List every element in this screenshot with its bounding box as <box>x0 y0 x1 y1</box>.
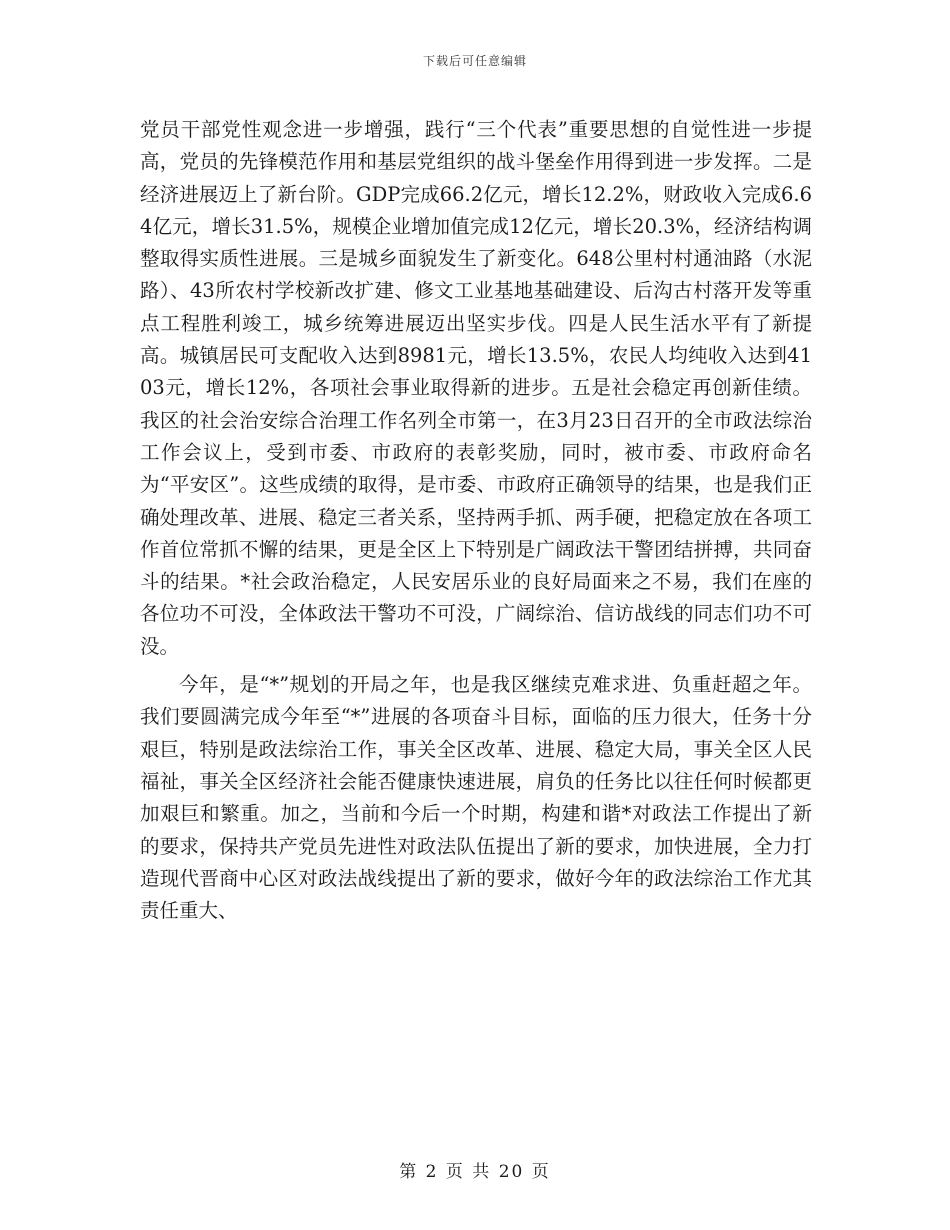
page-header-note: 下载后可任意编辑 <box>422 54 527 68</box>
paragraph-2: 今年，是“*”规划的开局之年，也是我区继续克难求进、负重赶超之年。我们要圆满完成今年至“*”进展的各项奋斗目标，面临的压力很大，任务十分艰巨，特别是政法综治工作，事关全区改革、进展、稳定大局，事关全区人民福祉，事关全区经济社会能否健康快速进展，肩负的任务比以往任何时候都更加艰巨和繁重。加之，当前和今后一个时期，构建和谐*对政法工作提出了新的要求，保持共产党员先进性对政法队伍提出了新的要求，加快进展，全力打造现代晋商中心区对政法战线提出了新的要求，做好今年的政法综治工作尤其责任重大、 <box>140 673 812 923</box>
document-body <box>140 114 812 927</box>
paragraph-1: 党员干部党性观念进一步增强，践行“三个代表”重要思想的自觉性进一步提高，党员的先锋模范作用和基层党组织的战斗堡垒作用得到进一步发挥。二是经济进展迈上了新台阶。GDP完成66.2亿元，增长12.2%，财政收入完成6.64亿元，增长31.5%，规模企业增加值完成12亿元，增长20.3%，经济结构调整取得实质性进展。三是城乡面貌发生了新变化。648公里村村通油路（水泥路）、43所农村学校新改扩建、修文工业基地基础建设、后沟古村落开发等重点工程胜利竣工，城乡统筹进展迈出坚实步伐。四是人民生活水平有了新提高。城镇居民可支配收入达到8981元，增长13.5%，农民人均纯收入达到4103元，增长12%，各项社会事业取得新的进步。五是社会稳定再创新佳绩。我区的社会治安综合治理工作名列全市第一，在3月23日召开的全市政法综治工作会议上，受到市委、市政府的表彰奖励，同时，被市委、市政府命名为“平安区”。这些成绩的取得，是市委、市政府正确领导的结果，也是我们正确处理改革、进展、稳定三者关系，坚持两手抓、两手硬，把稳定放在各项工作首位常抓不懈的结果，更是全区上下特别是广阔政法干警团结拼搏，共同奋斗的结果。*社会政治稳定，人民安居乐业的良好局面来之不易，我们在座的各位功不可没，全体政法干警功不可没，广阔综治、信访战线的同志们功不可没。 <box>140 118 812 658</box>
page-number-footer: 第 2 页 共 20 页 <box>399 1162 551 1182</box>
